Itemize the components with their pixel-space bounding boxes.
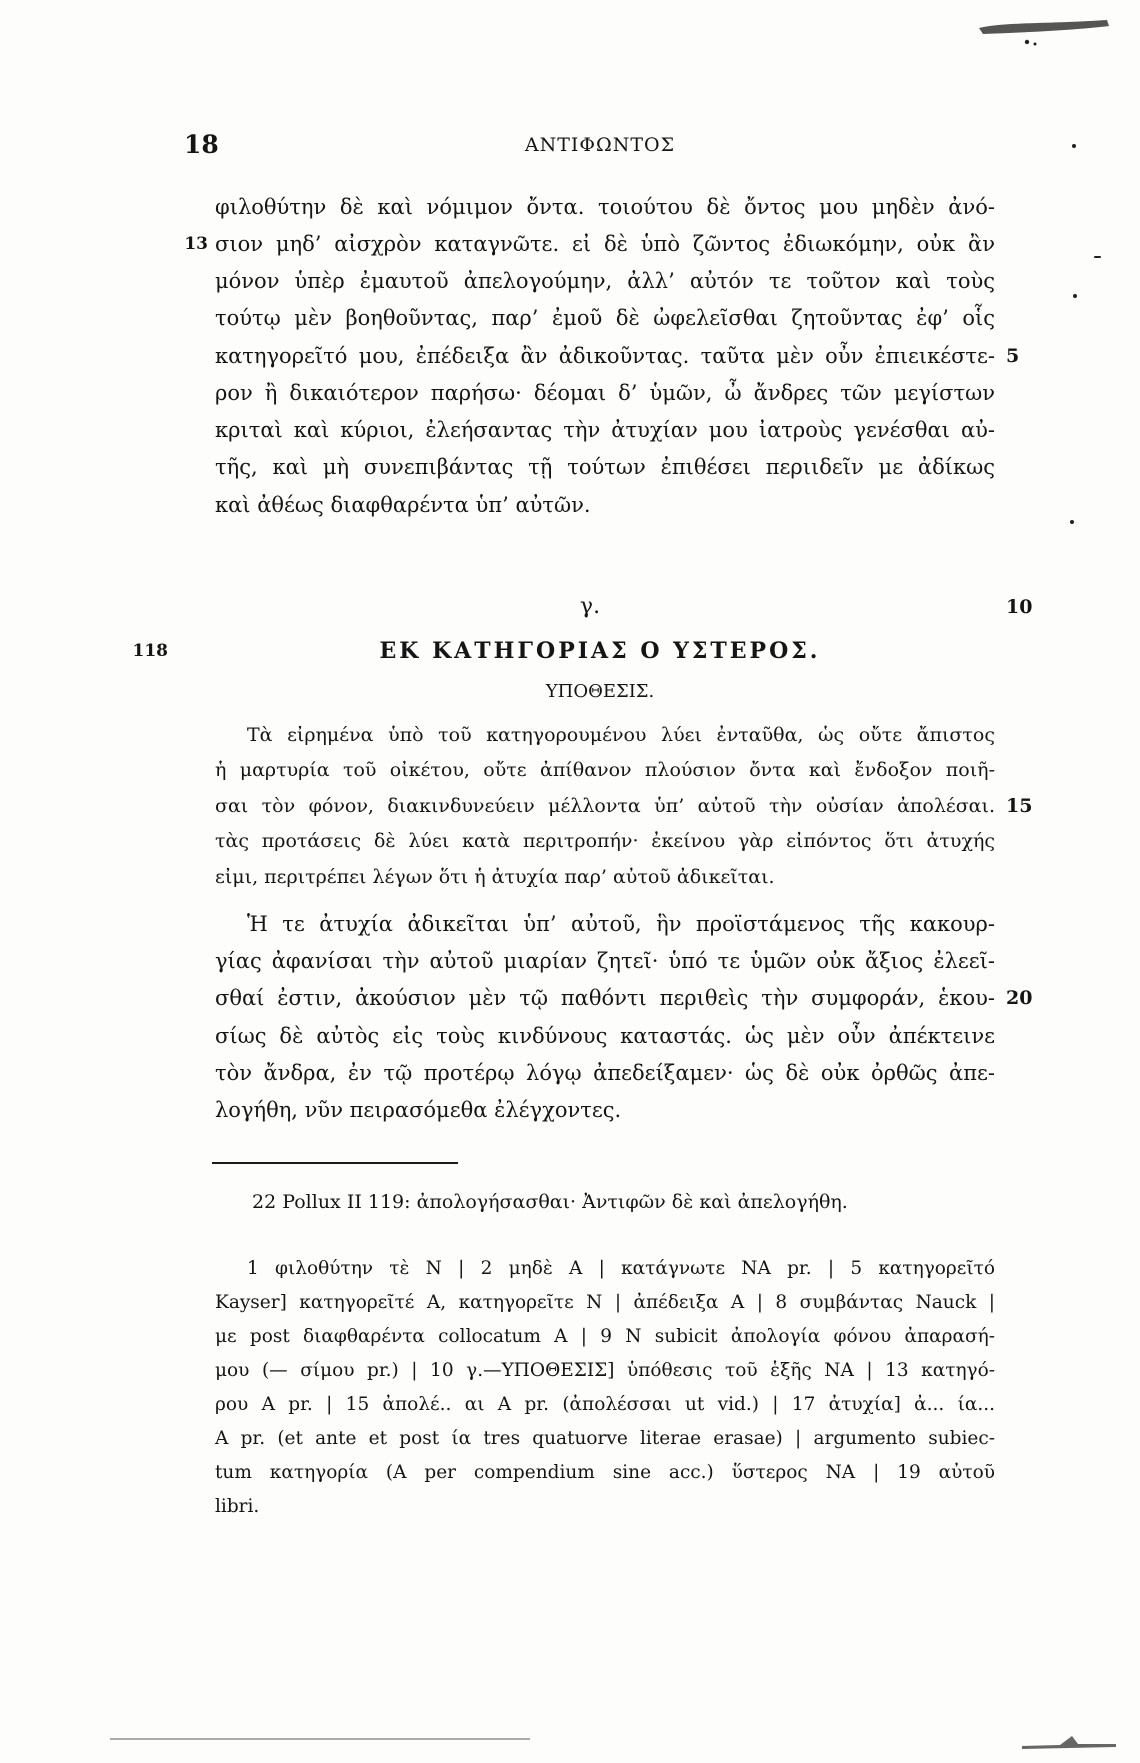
scan-smudge-top — [975, 14, 1115, 50]
running-title: ΑΝΤΙΦΩΝΤΟΣ — [524, 134, 676, 156]
scan-artifact-line — [110, 1738, 530, 1740]
text-line: τούτῳ μὲν βοηθοῦντας, παρ’ ἐμοῦ δὲ ὠφελεῖσθαι ζητοῦντας ἐφ’ οἷς — [215, 306, 995, 330]
text-line: λογήθη, νῦν πειρασόμεθα ἐλέγχοντες. — [215, 1098, 622, 1122]
apparatus-line: ρου A pr. | 15 ἀπολέ.. αι A pr. (ἀπολέσσαι ut vid.) | 17 ἀτυχία] ἀ... ία... — [215, 1394, 995, 1415]
edition-page-number: 118 — [132, 641, 168, 661]
argument-line: τὰς προτάσεις δὲ λύει κατὰ περιτροπήν· ἐκείνου γὰρ εἰπόντος ὅτι ἀτυχής — [215, 830, 995, 852]
apparatus-line: A pr. (et ante et post ία tres quatuorve literae erasae) | argumento subiec- — [215, 1428, 995, 1449]
scan-speck — [1072, 144, 1076, 148]
line-number-margin: 13 — [184, 234, 208, 254]
apparatus-line: με post διαφθαρέντα collocatum A | 9 N subicit ἀπολογία φόνου ἀπαρασή- — [215, 1326, 995, 1347]
footnote: 22 Pollux II 119: ἀπολογήσασθαι· Ἀντιφῶν δὲ καὶ ἀπελογήθη. — [252, 1191, 848, 1213]
text-line: φιλοθύτην δὲ καὶ νόμιμον ὄντα. τοιούτου δὲ ὄντος μου μηδὲν ἀνό- — [215, 195, 995, 219]
line-number-margin: 15 — [1006, 795, 1033, 817]
scan-speck — [1070, 520, 1074, 524]
scan-speck — [1094, 256, 1101, 258]
argument-line: Τὰ εἰρημένα ὑπὸ τοῦ κατηγορουμένου λύει ἐνταῦθα, ὡς οὔτε ἄπιστος — [247, 724, 995, 746]
line-number-margin: 20 — [1006, 987, 1033, 1009]
speech-title: ΕΚ ΚΑΤΗΓΟΡΙΑΣ Ο ΥΣΤΕΡΟΣ. — [379, 638, 821, 664]
argument-line: ἡ μαρτυρία τοῦ οἰκέτου, οὔτε ἀπίθανον πλούσιον ὄντα καὶ ἔνδοξον ποιῆ- — [215, 759, 995, 781]
text-line: ρον ἢ δικαιότερον παρήσω· δέομαι δ’ ὑμῶν, ὦ ἄνδρες τῶν μεγίστων — [215, 381, 995, 405]
text-line: γίας ἀφανίσαι τὴν αὐτοῦ μιαρίαν ζητεῖ· ὑπό τε ὑμῶν οὐκ ἄξιος ἐλεεῖ- — [215, 949, 995, 973]
text-line: Ἡ τε ἀτυχία ἀδικεῖται ὑπ’ αὐτοῦ, ἣν προϊστάμενος τῆς κακουρ- — [247, 912, 995, 936]
text-line: μόνον ὑπὲρ ἐμαυτοῦ ἀπελογούμην, ἀλλ’ αὐτόν τε τοῦτον καὶ τοὺς — [215, 269, 995, 293]
text-line: σίως δὲ αὐτὸς εἰς τοὺς κινδύνους καταστάς. ὡς μὲν οὖν ἀπέκτεινε — [215, 1024, 995, 1048]
page-number: 18 — [184, 130, 219, 159]
text-line: καὶ ἀθέως διαφθαρέντα ὑπ’ αὐτῶν. — [215, 493, 591, 517]
line-number-margin: 10 — [1006, 596, 1033, 618]
apparatus-line: tum κατηγορία (A per compendium sine acc.) ὕστερος NA | 19 αὐτοῦ — [215, 1462, 995, 1483]
text-line: κατηγορεῖτό μου, ἐπέδειξα ἂν ἀδικοῦντας. ταῦτα μὲν οὖν ἐπιεικέστε- — [215, 344, 995, 368]
argument-line: εἰμι, περιτρέπει λέγων ὅτι ἡ ἀτυχία παρ’ αὐτοῦ ἀδικεῖται. — [215, 866, 775, 888]
text-line: σιον μηδ’ αἰσχρὸν καταγνῶτε. εἰ δὲ ὑπὸ ζῶντος ἐδιωκόμην, οὐκ ἂν — [215, 232, 995, 256]
text-line: κριταὶ καὶ κύριοι, ἐλεήσαντας τὴν ἀτυχίαν μου ἰατροὺς γενέσθαι αὐ- — [215, 418, 995, 442]
text-line: τὸν ἄνδρα, ἐν τῷ προτέρῳ λόγῳ ἀπεδείξαμεν· ὡς δὲ οὐκ ὀρθῶς ἀπε- — [215, 1061, 995, 1085]
argument-line: σαι τὸν φόνον, διακινδυνεύειν μέλλοντα ὑπ’ αὐτοῦ τὴν οὐσίαν ἀπολέσαι. — [215, 795, 995, 817]
line-number-margin: 5 — [1006, 345, 1020, 367]
apparatus-line: libri. — [215, 1496, 260, 1517]
text-line: σθαί ἐστιν, ἀκούσιον μὲν τῷ παθόντι περιθεὶς τὴν συμφοράν, ἑκου- — [215, 986, 995, 1010]
apparatus-line: 1 φιλοθύτην τὲ N | 2 μηδὲ A | κατάγνωτε NA pr. | 5 κατηγορεῖτό — [247, 1258, 995, 1279]
apparatus-line: μου (— σίμου pr.) | 10 γ.—ΥΠΟΘΕΣΙΣ] ὑπόθεσις τοῦ ἑξῆς NA | 13 κατηγό- — [215, 1360, 995, 1381]
text-line: τῆς, καὶ μὴ συνεπιβάντας τῇ τούτων ἐπιθέσει περιιδεῖν με ἀδίκως — [215, 455, 995, 479]
scan-speck — [1073, 294, 1077, 298]
apparatus-line: Kayser] κατηγορεῖτέ A, κατηγορεῖτε N | ἀπέδειξα A | 8 συμβάντας Nauck | — [215, 1292, 995, 1313]
argument-heading: ΥΠΟΘΕΣΙΣ. — [545, 681, 655, 702]
footnote-rule — [212, 1162, 458, 1164]
scan-smudge-bottom — [1020, 1722, 1120, 1756]
section-letter: γ. — [579, 594, 601, 619]
